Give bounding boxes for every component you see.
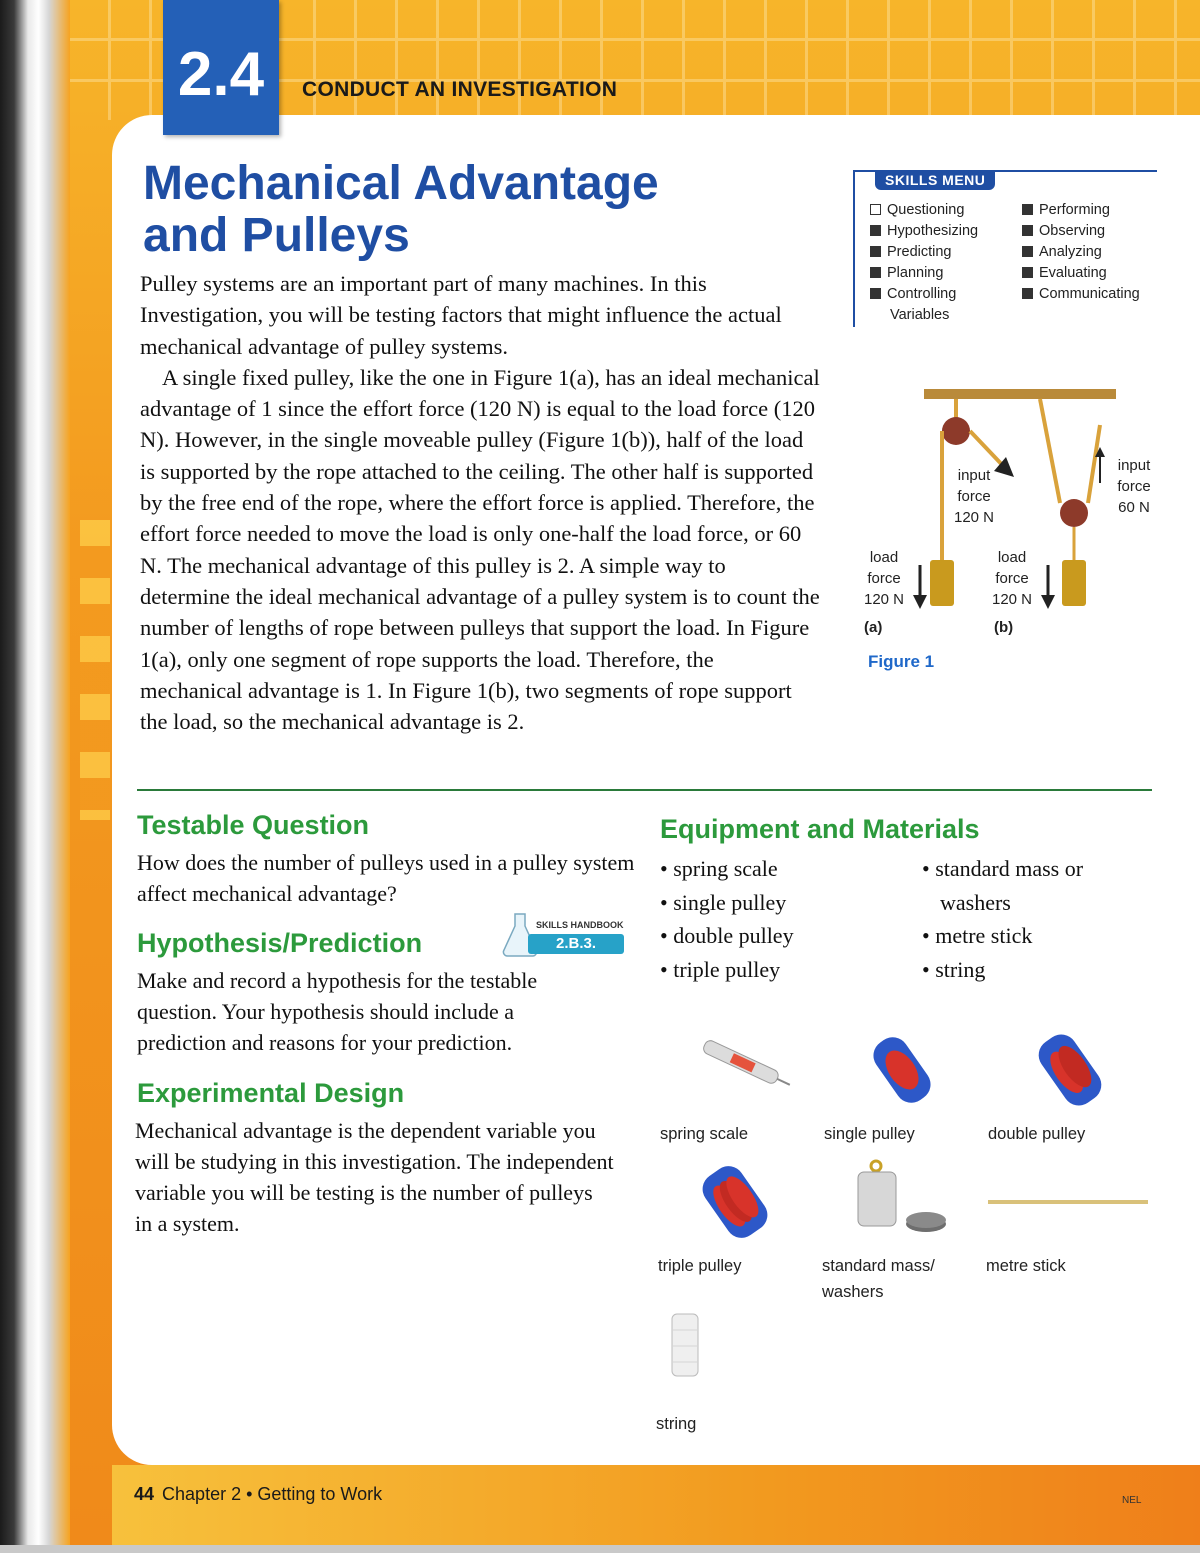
load-b-mass <box>1062 560 1086 606</box>
footer-band <box>112 1465 1200 1545</box>
skill-item: Performing <box>1022 200 1140 221</box>
checkbox-filled-icon <box>870 288 881 299</box>
list-item: • spring scale <box>660 852 900 886</box>
label-single-pulley: single pulley <box>824 1125 915 1143</box>
skill-item: Planning <box>870 263 978 284</box>
rope-b-ceiling <box>1040 399 1060 503</box>
skill-item: Controlling <box>870 284 978 305</box>
triple-pulley-icon <box>695 1160 775 1245</box>
book-binding <box>0 0 70 1553</box>
metre-stick-icon <box>988 1200 1148 1204</box>
testable-question-heading: Testable Question <box>137 810 370 840</box>
rope-b-effort <box>1088 425 1100 503</box>
intro-text <box>140 268 820 737</box>
experimental-design-heading: Experimental Design <box>137 1078 405 1108</box>
equipment-list-1 <box>660 852 900 986</box>
page-number: 44 <box>134 1484 155 1504</box>
skills-menu-column-1 <box>870 200 978 326</box>
checkbox-filled-icon <box>1022 288 1033 299</box>
pulley-b-wheel <box>1060 499 1088 527</box>
skills-handbook-badge <box>498 912 628 960</box>
page-footer <box>134 1484 382 1505</box>
testable-question-text: How does the number of pulleys used in a pulley system affect mechanical advantage? <box>137 850 635 906</box>
figure-b-load-label: load force 120 N <box>991 549 1033 608</box>
checkbox-filled-icon <box>870 225 881 236</box>
single-pulley-icon <box>862 1025 942 1115</box>
list-item: • metre stick <box>922 923 1033 948</box>
list-item: • triple pulley <box>660 953 900 987</box>
list-item: • double pulley <box>660 919 900 953</box>
skill-item-continuation: Variables <box>890 307 950 323</box>
figure-caption: Figure 1 <box>868 652 935 671</box>
list-item: • standard mass or <box>922 856 1084 881</box>
skill-item: Analyzing <box>1022 242 1140 263</box>
section-number-badge: 2.4 <box>163 0 279 135</box>
chapter-reference: Chapter 2 • Getting to Work <box>162 1484 383 1504</box>
checkbox-filled-icon <box>1022 204 1033 215</box>
load-a-mass <box>930 560 954 606</box>
skill-item: Observing <box>1022 221 1140 242</box>
label-double-pulley: double pulley <box>988 1125 1086 1143</box>
section-label: CONDUCT AN INVESTIGATION <box>302 78 618 101</box>
checkbox-icon <box>870 204 881 215</box>
intro-paragraph-1: Pulley systems are an important part of many machines. In this Investigation, you will be testing factors that might influence the actual mechanical advantage of pulley systems. <box>140 271 782 359</box>
page-bottom-edge <box>0 1545 1200 1553</box>
string-spool-icon <box>662 1310 708 1380</box>
label-triple-pulley: triple pulley <box>658 1257 742 1275</box>
skill-item: Evaluating <box>1022 263 1140 284</box>
skills-menu-title: SKILLS MENU <box>875 170 995 190</box>
figure-a-load-label: load force 120 N <box>863 549 905 608</box>
spring-scale-icon <box>690 1035 800 1100</box>
arrow-b-load <box>1041 595 1055 609</box>
label-standard-mass: standard mass/ washers <box>822 1257 935 1301</box>
label-string: string <box>656 1415 697 1433</box>
figure-a-label: (a) <box>864 619 883 636</box>
hypothesis-text: Make and record a hypothesis for the testable question. Your hypothesis should include a prediction and reasons for your prediction. <box>137 968 538 1055</box>
pulley-figure <box>860 385 1160 685</box>
figure-b-input-label: input force 60 N <box>1117 457 1151 516</box>
page-title <box>143 158 763 262</box>
list-item: • string <box>922 956 986 982</box>
title-line-1: Mechanical Advantage <box>143 157 659 210</box>
experimental-design-text: Mechanical advantage is the dependent variable you will be studying in this investigation. The independent variable you will be testing is the number of pulleys in a system. <box>135 1118 614 1236</box>
double-pulley-icon <box>1030 1025 1110 1115</box>
ceiling-beam <box>924 389 1116 399</box>
equipment-heading: Equipment and Materials <box>660 814 980 844</box>
checkbox-filled-icon <box>870 267 881 278</box>
checkbox-filled-icon <box>1022 267 1033 278</box>
skills-handbook-ref: 2.B.3. <box>528 934 624 954</box>
label-metre-stick: metre stick <box>986 1257 1066 1275</box>
decorative-rail <box>80 520 110 820</box>
arrow-a-load <box>913 595 927 609</box>
skill-item: Predicting <box>870 242 978 263</box>
checkbox-filled-icon <box>1022 225 1033 236</box>
skill-item: Communicating <box>1022 284 1140 305</box>
figure-a-input-label: input force 120 N <box>953 467 995 526</box>
title-line-2: and Pulleys <box>143 209 410 262</box>
checkbox-filled-icon <box>870 246 881 257</box>
equipment-list-2 <box>922 852 1142 986</box>
pulley-a-wheel <box>942 417 970 445</box>
standard-mass-icon <box>850 1158 950 1243</box>
intro-paragraph-2: A single fixed pulley, like the one in Figure 1(a), has an ideal mechanical advantage of 1 since the effort force (120 N) is equal to the load force (120 N). However, in the single moveable pulley (Figure 1(b)), half of the load is supported by the rope attached to the ceiling. The other half is supported by the free end of the rope, where the effort force is applied. Therefore, the effort force needed to move the load is only one-half the load force, or 60 N. The mechanical advantage of this pulley is 2. A simple way to determine the ideal mechanical advantage of a pulley system is to count the number of lengths of rope between pulleys that support the load. In Figure 1(a), only one segment of rope supports the load. Therefore, the mechanical advantage is 1. In Figure 1(b), two segments of rope support the load, so the mechanical advantage is 2. <box>140 364 820 735</box>
section-divider <box>137 789 1152 791</box>
list-item-continuation: washers <box>940 889 1011 915</box>
publisher-mark: NEL <box>1122 1495 1142 1506</box>
skill-item: Questioning <box>870 200 978 221</box>
figure-b-label: (b) <box>994 619 1014 636</box>
hypothesis-heading: Hypothesis/Prediction <box>137 928 423 958</box>
skill-item: Hypothesizing <box>870 221 978 242</box>
skills-menu-column-2 <box>1022 200 1140 305</box>
list-item: • single pulley <box>660 886 900 920</box>
label-spring-scale: spring scale <box>660 1125 749 1143</box>
checkbox-filled-icon <box>1022 246 1033 257</box>
skills-handbook-label: SKILLS HANDBOOK <box>536 920 624 930</box>
